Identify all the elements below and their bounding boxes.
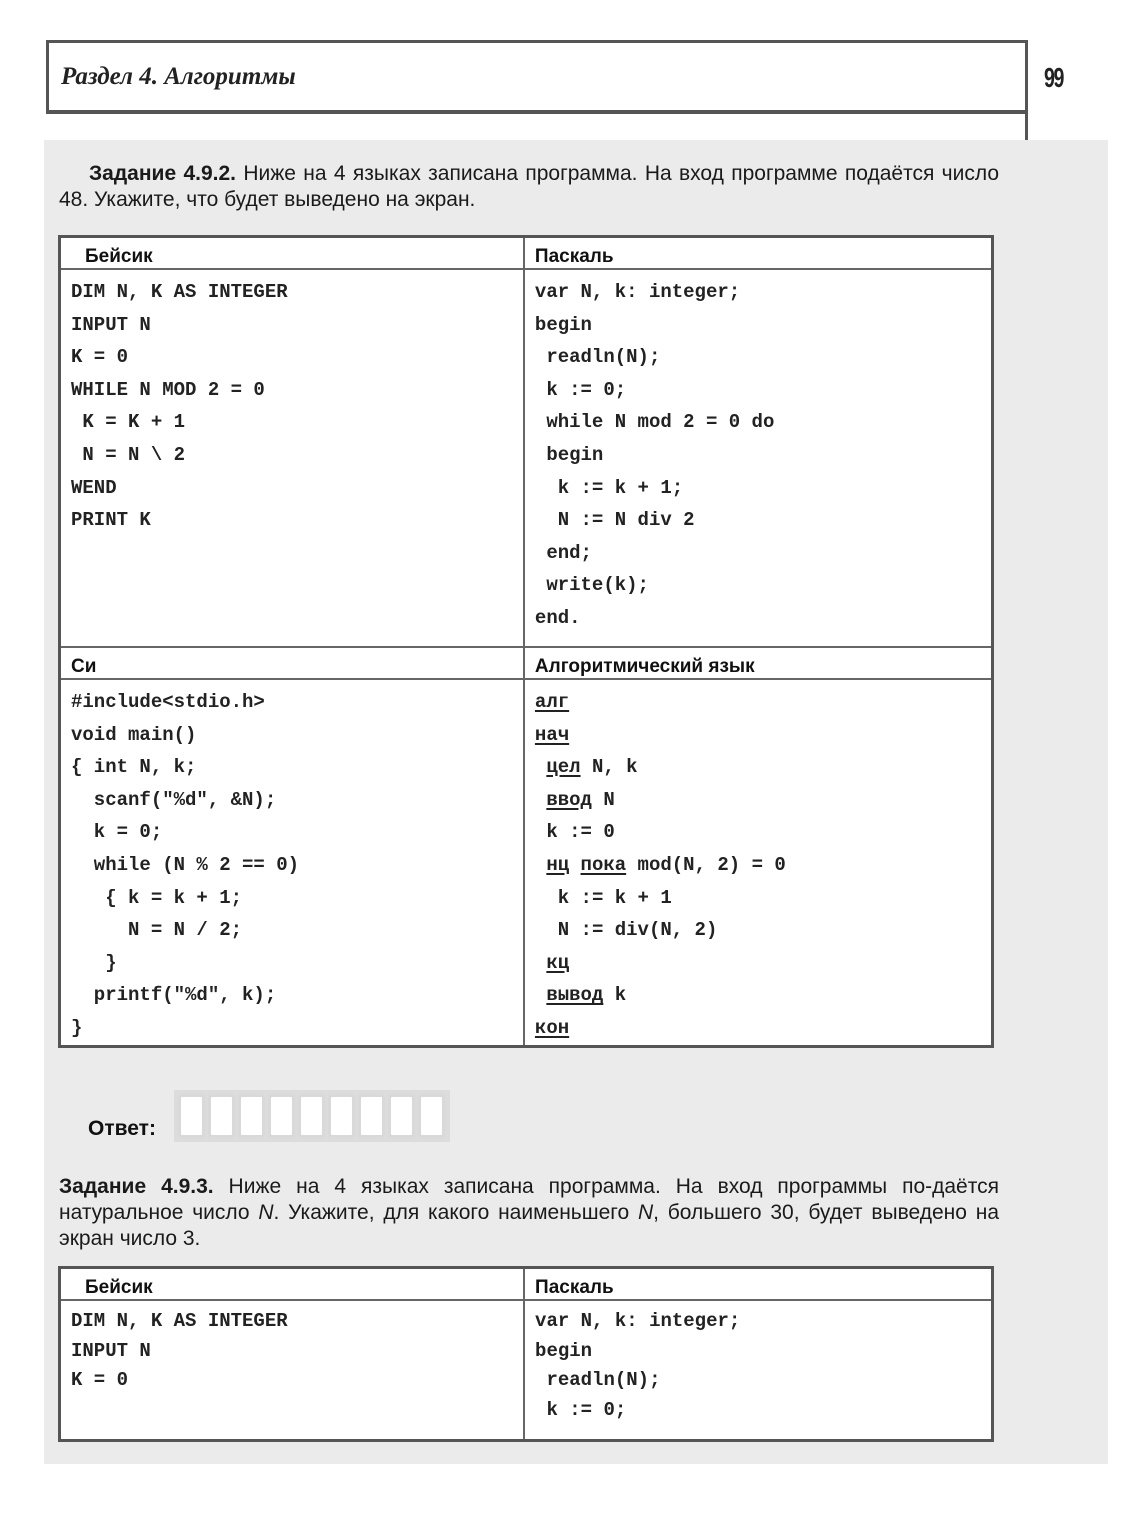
pascal-header: Паскаль [524,237,993,270]
keyword: цел [546,756,581,779]
basic-code [60,1300,525,1440]
code-line [535,947,991,980]
code-line [535,816,991,849]
basic-header: Бейсик [60,1268,525,1301]
answer-cell[interactable] [418,1094,445,1138]
code-line: var N, k: integer; [535,1310,741,1332]
code-line [535,1012,991,1045]
code-line: end; [534,541,592,564]
indent [535,952,546,974]
keyword: пока [580,853,627,876]
code-line: while N mod 2 = 0 do [534,411,775,434]
code-text: N [591,788,615,811]
code-line: readln(N); [534,346,661,369]
code-line: k := 0; [535,1398,627,1421]
code-line: while (N % 2 == 0) [71,853,300,876]
task-text: . Укажите, для какого наименьшего [273,1201,638,1224]
code-line [535,914,991,947]
pascal-header: Паскаль [524,1268,992,1301]
code-line [535,686,991,719]
variable: N [637,1201,654,1224]
code-line: DIM N, K AS INTEGER [71,1310,288,1332]
code-line: N = N \ 2 [71,443,186,466]
alg-header: Алгоритмический язык [524,647,993,679]
keyword: вывод [546,984,604,1007]
pascal-code [524,1300,992,1440]
keyword: кц [546,951,570,974]
keyword: ввод [546,788,592,811]
code-line: #include<stdio.h> [71,691,265,713]
answer-cell[interactable] [268,1094,295,1138]
code-line: WEND [71,476,117,499]
answer-cell[interactable] [328,1094,355,1138]
code-line: } [71,1016,83,1039]
code-text: k := 0 [546,821,615,844]
code-line: printf("%d", k); [71,984,277,1007]
code-line: WHILE N MOD 2 = 0 [71,378,265,401]
answer-cell[interactable] [358,1094,385,1138]
code-line: N := N div 2 [534,509,695,532]
basic-header: Бейсик [60,237,524,270]
keyword: нц [546,853,570,876]
code-line [535,719,991,752]
code-line: begin [534,313,592,336]
variable: N [258,1201,274,1224]
task-text: Ниже на 4 языках записана программа. На вход программы по-даётся натуральное число [59,1175,999,1224]
code-line: K = 0 [71,346,129,369]
code-line: { int N, k; [71,756,197,779]
code-line: readln(N); [535,1369,661,1391]
indent [535,887,558,909]
code-line: PRINT K [71,509,151,532]
task-number: Задание 4.9.3. [59,1175,214,1198]
section-title: Раздел 4. Алгоритмы [61,63,296,90]
code-line: k = 0; [71,821,163,844]
answer-cell[interactable] [208,1094,235,1138]
answer-cell[interactable] [298,1094,325,1138]
task-4-9-2-statement [59,161,999,213]
code-line: end. [534,606,581,629]
code-text: mod(N, 2) = 0 [626,853,786,876]
code-line: { k = k + 1; [71,886,243,909]
basic-code [60,269,524,647]
code-line: var N, k: integer; [534,281,741,303]
code-line [535,979,991,1012]
pascal-code [524,269,993,647]
answer-boxes[interactable] [178,1094,445,1138]
alg-code [524,679,993,1046]
header-side-rule [1025,110,1028,140]
indent [535,854,546,876]
code-line: DIM N, K AS INTEGER [71,281,288,303]
indent [535,789,546,811]
indent [535,756,546,778]
indent [535,984,546,1006]
code-text: N, k [580,756,638,779]
code-line [535,849,991,882]
code-line: k := k + 1; [534,476,684,499]
code-line: write(k); [534,574,649,597]
task-4-9-3-code-table [58,1266,994,1442]
code-line: K = K + 1 [71,411,186,434]
task-number: Задание 4.9.2. [89,162,236,185]
answer-cell[interactable] [238,1094,265,1138]
code-line: K = 0 [71,1369,129,1391]
section-header [46,40,1028,110]
header-rule [46,110,1028,114]
code-text: k [603,984,627,1007]
task-text: , большего 30, будет выведено на экран число 3. [59,1201,999,1250]
code-line: } [71,951,117,974]
code-text: N := div(N, 2) [557,919,718,942]
code-line: INPUT N [71,1339,151,1362]
answer-label: Ответ: [88,1117,156,1140]
code-line [535,882,991,915]
code-line [535,784,991,817]
task-text: Ниже на 4 языках записана программа. На вход программе подаётся число 48. Укажите, что будет выведено на экран. [59,162,1000,211]
keyword: кон [534,1016,570,1039]
answer-cell[interactable] [388,1094,415,1138]
code-line: scanf("%d", &N); [71,788,277,811]
indent [535,821,546,843]
task-4-9-2-code-table [58,235,994,1048]
indent [535,919,558,941]
code-line: void main() [71,723,197,746]
c-header: Си [60,647,524,679]
page-number: 99 [1044,62,1064,93]
code-line: INPUT N [71,313,151,336]
code-line [535,751,991,784]
task-4-9-3-statement [59,1174,999,1252]
answer-cell[interactable] [178,1094,205,1138]
keyword: алг [534,691,570,713]
keyword: нач [534,723,570,746]
code-line: begin [534,443,604,466]
code-line: N = N / 2; [71,919,243,942]
code-text: k := k + 1 [557,886,672,909]
code-line: k := 0; [534,378,627,401]
code-line: begin [535,1339,593,1362]
c-code [60,679,524,1046]
